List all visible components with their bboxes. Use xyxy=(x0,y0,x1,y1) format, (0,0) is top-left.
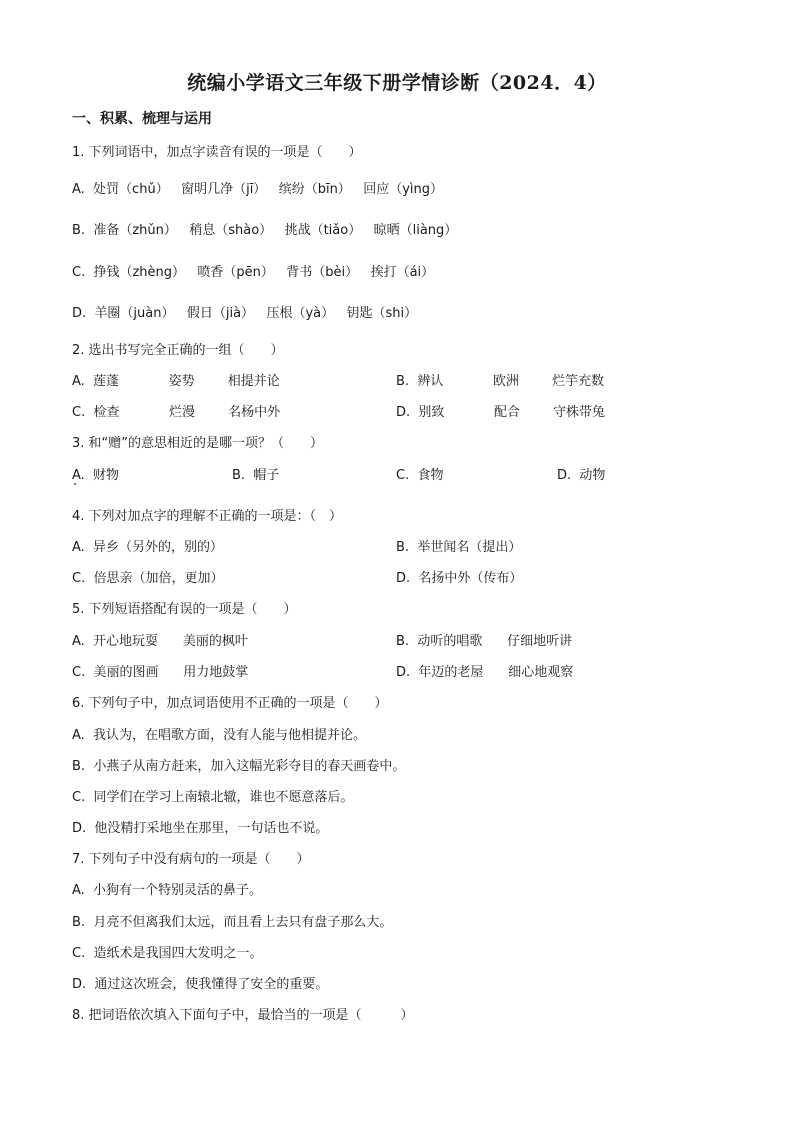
question-5-option-d: D. 年迈的老屋 细心地观察 xyxy=(396,665,574,680)
question-1-stem: 1. 下列词语中，加点字读音有误的一项是（ ） xyxy=(72,145,362,160)
section-heading: 一、积累、梳理与运用 xyxy=(72,111,212,127)
question-2-option-d: D. 别致 配合 守株带兔 xyxy=(396,405,606,420)
question-5-option-a: A. 开心地玩耍 美丽的枫叶 xyxy=(72,634,248,649)
question-7-option-c: C. 造纸术是我国四大发明之一。 xyxy=(72,946,263,961)
question-3-stem: 3. 和“赠”的意思相近的是哪一项？（ ） xyxy=(72,436,324,451)
question-3-option-d: D. 动物 xyxy=(557,468,606,483)
question-5-option-b: B. 动听的唱歌 仔细地听讲 xyxy=(396,634,573,649)
question-5-option-c: C. 美丽的图画 用力地鼓掌 xyxy=(72,665,249,680)
question-4-option-c: C. 倍思亲（加倍，更加） xyxy=(72,571,224,586)
page-title: 统编小学语文三年级下册学情诊断（2024．4） xyxy=(187,72,607,94)
question-7-option-a: A. 小狗有一个特别灵活的鼻子。 xyxy=(72,883,263,898)
question-1-option-c: C. 挣钱（zhèng） 喷香（pēn） 背书（bèi） 挨打（ái） xyxy=(72,265,435,280)
question-2-stem: 2. 选出书写完全正确的一组（ ） xyxy=(72,343,284,358)
question-6-option-c: C. 同学们在学习上南辕北辙，谁也不愿意落后。 xyxy=(72,790,354,805)
question-1-option-a: A. 处罚（chǔ） 窗明几净（jī） 缤纷（bīn） 回应（yìng） xyxy=(72,182,444,197)
question-7-option-b: B. 月亮不但离我们太远，而且看上去只有盘子那么大。 xyxy=(72,915,393,930)
question-6-option-b: B. 小燕子从南方赶来，加入这幅光彩夺目的春天画卷中。 xyxy=(72,759,406,774)
stray-dot-mark xyxy=(74,483,76,485)
question-8-stem: 8. 把词语依次填入下面句子中，最恰当的一项是（ ） xyxy=(72,1008,414,1023)
question-4-option-d: D. 名扬中外（传布） xyxy=(396,571,523,586)
question-3-option-c: C. 食物 xyxy=(396,468,444,483)
question-7-option-d: D. 通过这次班会，使我懂得了安全的重要。 xyxy=(72,977,329,992)
question-6-stem: 6. 下列句子中，加点词语使用不正确的一项是（ ） xyxy=(72,696,388,711)
question-1-option-d: D. 羊圈（juàn） 假日（jià） 压根（yà） 钥匙（shi） xyxy=(72,306,418,321)
question-2-option-b: B. 辨认 欧洲 烂竽充数 xyxy=(396,374,604,389)
question-4-option-b: B. 举世闻名（提出） xyxy=(396,540,522,555)
question-5-stem: 5. 下列短语搭配有误的一项是（ ） xyxy=(72,602,297,617)
question-7-stem: 7. 下列句子中没有病句的一项是（ ） xyxy=(72,852,310,867)
question-6-option-d: D. 他没精打采地坐在那里，一句话也不说。 xyxy=(72,821,329,836)
question-6-option-a: A. 我认为，在唱歌方面，没有人能与他相提并论。 xyxy=(72,728,367,743)
question-2-option-c: C. 检查 烂漫 名杨中外 xyxy=(72,405,281,420)
question-3-option-a: A. 财物 xyxy=(72,468,120,483)
question-4-option-a: A. 异乡（另外的，别的） xyxy=(72,540,224,555)
question-1-option-b: B. 准备（zhǔn） 稍息（shào） 挑战（tiǎo） 晾晒（liàng） xyxy=(72,223,458,238)
question-3-option-b: B. 帽子 xyxy=(232,468,280,483)
question-4-stem: 4. 下列对加点字的理解不正确的一项是：（ ） xyxy=(72,509,343,524)
question-2-option-a: A. 莲蓬 姿势 相提并论 xyxy=(72,374,280,389)
